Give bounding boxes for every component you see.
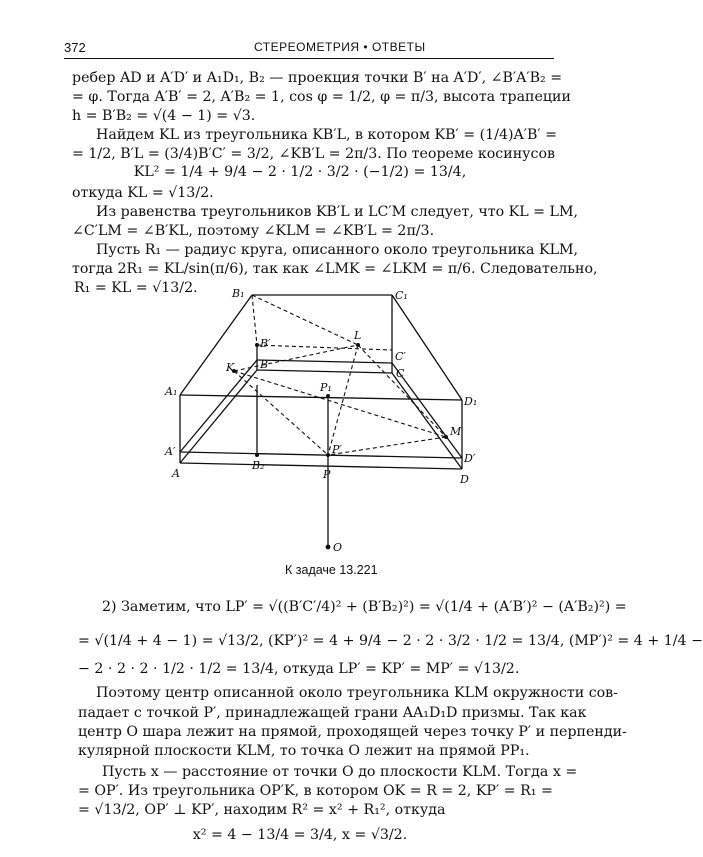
text-line: 2) Заметим, что LP′ = √((B′C′/4)² + (B′B₂)²) = √(1/4 + (A′B′)² − (A′B₂)²) =	[102, 599, 627, 615]
text-line: центр O шара лежит на прямой, проходящей через точку P′ и перпенди-	[78, 724, 627, 740]
point-b-prime	[255, 343, 259, 347]
formula-line: x² = 4 − 13/4 = 3/4, x = √3/2.	[192, 827, 408, 843]
label-c-prime: C′	[395, 350, 406, 363]
edge-a-prime-b-prime	[180, 360, 257, 452]
label-c: C	[396, 367, 405, 380]
hidden-mp-prime	[328, 437, 446, 455]
text-line: Пусть x — расстояние от точки O до плоскости KLM. Тогда x =	[102, 764, 578, 780]
label-a1: A₁	[165, 385, 178, 398]
text-line: Найдем KL из треугольника KB′L, в котором KB′ = (1/4)A′B′ =	[96, 127, 558, 143]
page-number: 372	[64, 40, 86, 55]
text-line: R₁ = KL = √13/2.	[74, 280, 198, 296]
point-m	[444, 435, 448, 439]
prism-figure	[165, 285, 490, 560]
text-line: Пусть R₁ — радиус круга, описанного около треугольника KLM,	[96, 242, 579, 258]
text-line: Поэтому центр описанной около треугольника KLM окружности сов-	[96, 685, 618, 701]
text-line: = OP′. Из треугольника OP′K, в котором OK = R = 2, KP′ = R₁ =	[78, 783, 553, 799]
label-b2: B₂	[252, 459, 265, 472]
text-line: ребер AD и A′D′ и A₁D₁, B₂ — проекция точки B′ на A′D′, ∠B′A′B₂ =	[72, 70, 563, 86]
point-p1	[326, 394, 330, 398]
edge-a-prime-d-prime	[180, 452, 462, 458]
label-m: M	[450, 425, 462, 438]
edge-ad	[180, 463, 462, 469]
label-k: K	[226, 361, 235, 374]
label-d: D	[460, 473, 469, 486]
point-b2	[255, 453, 259, 457]
point-o	[326, 545, 331, 550]
text-line: = √13/2, OP′ ⊥ KP′, находим R² = x² + R₁², откуда	[78, 802, 446, 818]
label-b: B	[260, 358, 269, 371]
edge-cd	[392, 373, 462, 469]
text-line: = φ. Тогда A′B′ = 2, A′B₂ = 1, cos φ = 1/2, φ = π/3, высота трапеции	[72, 89, 571, 105]
label-b1: B₁	[232, 287, 245, 300]
hidden-edge-b1b-prime	[252, 295, 257, 345]
label-c1: C₁	[395, 289, 408, 302]
text-line: откуда KL = √13/2.	[72, 185, 214, 201]
label-d1: D₁	[464, 395, 478, 408]
text-line: Из равенства треугольников KB′L и LC′M следует, что KL = LM,	[96, 204, 579, 220]
hidden-kl	[234, 345, 358, 371]
text-line: ∠C′LM = ∠B′KL, поэтому ∠KLM = ∠KB′L = 2π/3.	[72, 223, 435, 239]
text-line: = √(1/4 + 4 − 1) = √13/2, (KP′)² = 4 + 9/4 − 2 · 2 · 3/2 · 1/2 = 13/4, (MP′)² = 4 + 1/4 −	[78, 633, 703, 649]
label-p: P	[323, 468, 331, 481]
text-line: = 1/2, B′L = (3/4)B′C′ = 3/2, ∠KB′L = 2π/3. По теореме косинусов	[72, 146, 555, 162]
edge-b1a1	[180, 295, 252, 395]
formula-line: KL² = 1/4 + 9/4 − 2 · 1/2 · 3/2 · (−1/2) = 13/4,	[133, 164, 467, 180]
hidden-kp-prime	[234, 371, 328, 455]
header-rule	[64, 58, 554, 59]
text-line: h = B′B₂ = √(4 − 1) = √3.	[72, 108, 256, 124]
label-a: A	[172, 467, 180, 480]
label-p-prime: P′	[332, 443, 342, 456]
text-line: − 2 · 2 · 2 · 1/2 · 1/2 = 13/4, откуда LP′ = KP′ = MP′ = √13/2.	[78, 661, 520, 677]
hidden-b-prime-c-prime	[257, 345, 392, 350]
label-p1: P₁	[320, 381, 332, 394]
running-title: СТЕРЕОМЕТРИЯ • ОТВЕТЫ	[254, 40, 426, 54]
text-line: падает с точкой P′, принадлежащей грани AA₁D₁D призмы. Так как	[78, 705, 587, 721]
text-line: тогда 2R₁ = KL/sin(π/6), так как ∠LMK = ∠LKM = π/6. Следовательно,	[72, 261, 598, 277]
edge-ab	[180, 370, 257, 463]
label-a-prime: A′	[165, 445, 176, 458]
figure-caption: К задаче 13.221	[285, 563, 378, 577]
edge-bc	[257, 370, 392, 373]
label-l: L	[354, 329, 362, 342]
point-l	[356, 343, 360, 347]
edge-c1d1	[392, 295, 462, 400]
edge-a1d1	[180, 395, 462, 400]
label-o: O	[333, 541, 343, 554]
point-p-prime	[326, 453, 330, 457]
label-b-prime: B′	[260, 337, 271, 350]
label-d-prime: D′	[464, 452, 476, 465]
page-header	[64, 36, 564, 58]
text-line: кулярной плоскости KLM, то точка O лежит на прямой PP₁.	[78, 743, 530, 759]
